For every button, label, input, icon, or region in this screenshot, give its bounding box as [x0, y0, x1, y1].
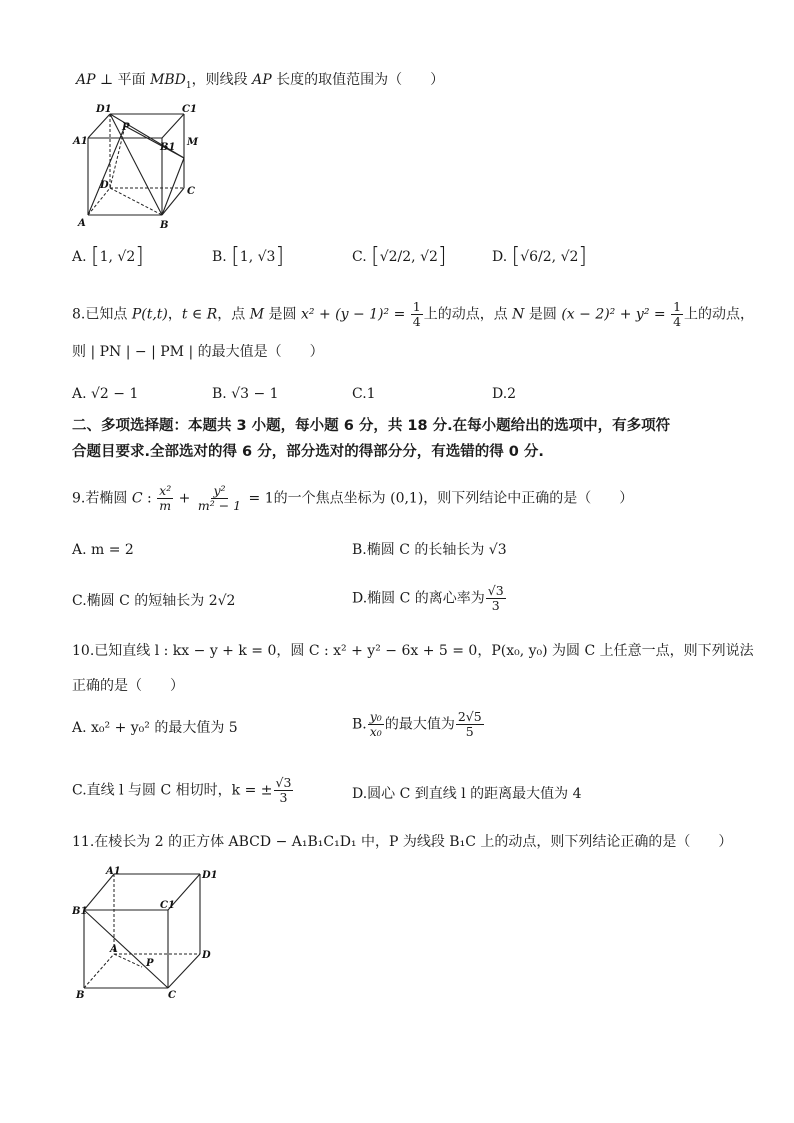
q9-frac-y: $\frac{\text{y²}}{\text{m² − 1}}$ — [197, 483, 242, 513]
q9-frac-x: $\frac{\text{x²}}{m}$ — [159, 483, 172, 513]
fig11-label-b1: B1 — [72, 906, 88, 917]
fig11-label-a: A — [110, 944, 118, 955]
fig11-label-c1: C1 — [160, 900, 175, 911]
fig7-label-b: B — [160, 220, 169, 230]
q10-option-d[interactable]: D.圆心 C 到直线 l 的距离最大值为 4 — [352, 786, 582, 802]
q9-option-b[interactable]: B.椭圆 C 的长轴长为 √3 — [352, 542, 507, 558]
q7-cube-figure — [70, 100, 210, 230]
q11-stem: 11.在棱长为 2 的正方体 ABCD − A₁B₁C₁D₁ 中，P 为线段 B₁C 上的动点，则下列结论正确的是（ ） — [72, 834, 733, 850]
fig7-label-c: C — [187, 186, 195, 197]
q7-option-d[interactable]: D. [√6/2, √2] — [492, 244, 588, 269]
q10-option-a[interactable]: A. x₀² + y₀² 的最大值为 5 — [72, 720, 238, 736]
q8-option-c[interactable]: C.1 — [352, 386, 376, 402]
fig7-label-b1: B1 — [160, 142, 176, 153]
q10-stem-line2: 正确的是（ ） — [72, 678, 184, 694]
q9-option-c[interactable]: C.椭圆 C 的短轴长为 2√2 — [72, 593, 236, 609]
q9-option-d-frac: $\frac{√3}{3}$ — [487, 583, 504, 613]
q10-stem-line1: 10.已知直线 l : kx − y + k = 0，圆 C : x² + y² − 6x + 5 = 0，P(x₀, y₀) 为圆 C 上任意一点，则下列说法 — [72, 643, 754, 659]
q10-option-c-frac: $\frac{√3}{3}$ — [275, 775, 292, 805]
q7-stem: AP ⊥ 平面 $MBD_1$，则线段 AP 长度的取值范围为（ ） — [76, 72, 445, 91]
fig7-label-d1: D1 — [96, 104, 112, 115]
fig7-label-m: M — [187, 137, 199, 148]
section2-heading-line2: 合题目要求.全部选对的得 6 分，部分选对的得部分分，有选错的得 0 分. — [72, 444, 544, 460]
fig11-label-c: C — [168, 990, 176, 1001]
q7-option-b[interactable]: B. [1, √3] — [212, 244, 285, 269]
q10-option-b-value: $\frac{2√5}{5}$ — [457, 709, 482, 739]
fig11-label-d: D — [202, 950, 211, 961]
fig7-label-a1: A1 — [73, 136, 88, 147]
q7-option-c[interactable]: C. [√2/2, √2] — [352, 244, 447, 269]
q11-cube-figure — [72, 866, 222, 1006]
fig11-label-b: B — [76, 990, 85, 1001]
q9-option-d[interactable]: D.椭圆 C 的离心率为 $\frac{√3}{3}$ — [352, 583, 504, 613]
q8-frac-1: $\frac{1}{4}$ — [412, 299, 421, 329]
fig7-label-a: A — [78, 218, 86, 229]
q8-stem-line2: 则 | PN | − | PM | 的最大值是（ ） — [72, 344, 324, 360]
fig11-label-d1: D1 — [202, 870, 218, 881]
fig7-label-c1: C1 — [182, 104, 197, 115]
q8-option-a[interactable]: A. √2 − 1 — [72, 386, 139, 402]
fig7-label-p: P — [122, 122, 130, 133]
q9-option-a[interactable]: A. m = 2 — [72, 542, 134, 558]
q9-stem: 9.若椭圆 C : $\frac{\text{x²}}{m}$ + $\frac{\text{y²}}{\text{m² − 1}}$ = 1的一个焦点坐标为 (0,1)，则下列结论中正确的是（ ） — [72, 483, 634, 513]
fig11-label-a1: A1 — [106, 866, 121, 877]
q8-option-d[interactable]: D.2 — [492, 386, 517, 402]
q8-frac-2: $\frac{1}{4}$ — [673, 299, 682, 329]
fig7-label-d: D — [100, 180, 109, 191]
q7-option-a[interactable]: A. [1, √2] — [72, 244, 144, 269]
q10-option-b[interactable]: B. $\frac{\text{y₀}}{\text{x₀}}$ 的最大值为 $\frac{2√5}{5}$ — [352, 709, 482, 739]
fig11-label-p: P — [146, 958, 154, 969]
q10-option-b-frac: $\frac{\text{y₀}}{\text{x₀}}$ — [369, 709, 382, 739]
q10-option-c[interactable]: C.直线 l 与圆 C 相切时，k = ± $\frac{√3}{3}$ — [72, 775, 292, 805]
q8-option-b[interactable]: B. √3 − 1 — [212, 386, 279, 402]
section2-heading-line1: 二、多项选择题：本题共 3 小题，每小题 6 分，共 18 分.在每小题给出的选项中，有多项符 — [72, 418, 671, 434]
q8-stem-line1: 8.已知点 P(t,t)，t ∈ R，点 M 是圆 x² + (y − 1)² = $\frac{1}{4}$ 上的动点，点 N 是圆 (x − 2)² + y² = $\frac{1}{4}$ 上的动点， — [72, 299, 755, 329]
